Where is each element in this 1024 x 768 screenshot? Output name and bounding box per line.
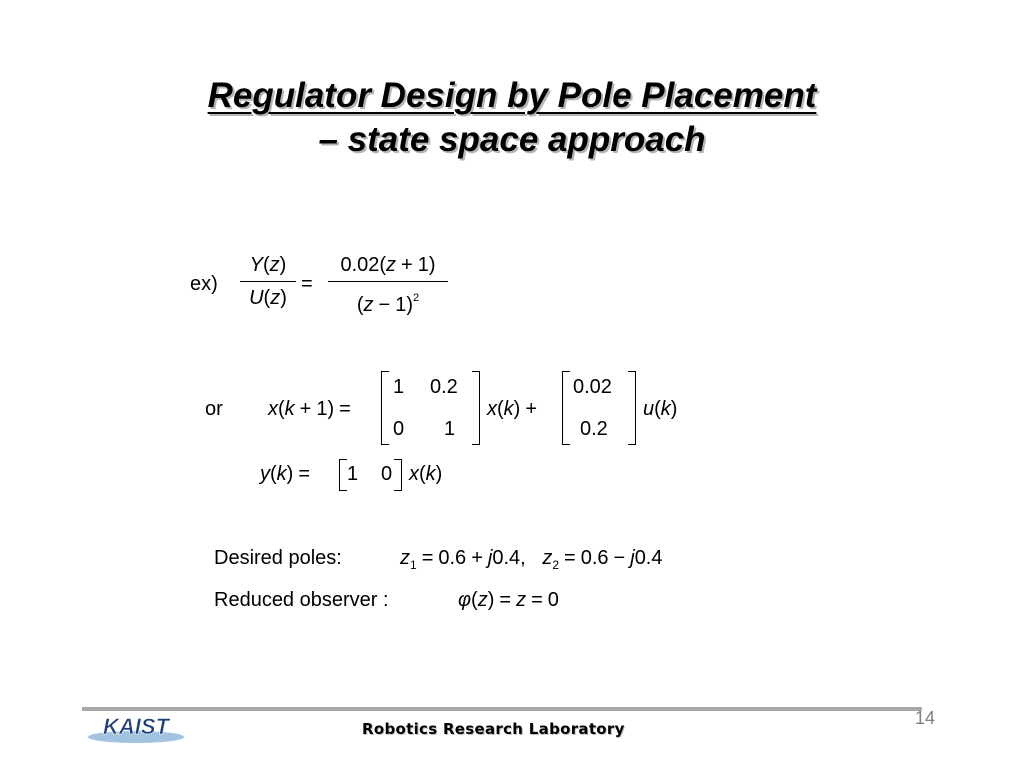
matrix-a-cell: 1 [393,376,405,398]
matrix-b-right-bracket [628,371,636,445]
matrix-b-cell: 0.2 [580,418,608,440]
matrix-b-cell: 0.02 [573,376,612,398]
matrix-a-left-bracket [381,371,389,445]
matrix-a-cell: 0.2 [430,376,458,398]
matrix-b-left-bracket [562,371,570,445]
svg-text:KAIST: KAIST [103,714,169,739]
matrix-a-right-bracket [472,371,480,445]
matrix-c-right-bracket [394,459,402,491]
tf-lhs-numerator: Y(z) [249,254,287,276]
tf-rhs-fraction [328,253,448,317]
matrix-c-cell: 1 [347,463,359,485]
output-eq-lhs: y(k) = [260,463,311,485]
page-number: 14 [914,708,935,728]
matrix-a-cell: 1 [444,418,456,440]
observer-expression: φ(z) = z = 0 [458,589,559,611]
state-eq-lhs: x(k + 1) = [268,398,351,420]
matrix-c-left-bracket [339,459,347,491]
tf-rhs-numerator: 0.02(z + 1) [340,254,436,276]
poles-label: Desired poles: [214,547,342,569]
kaist-logo [84,710,188,746]
tf-equals: = [301,273,313,295]
poles-expression: $z_1 = 0.6 + j0.4$, $z_2 = 0.6 - j0.4$ [400,547,663,572]
state-eq-x: x(k) + [487,398,538,420]
state-eq-label: or [205,398,223,420]
footer-rule [82,707,922,711]
tf-label: ex) [190,273,218,295]
lab-name: Robotics Research Laboratory [362,720,625,738]
title-line-1: Regulator Design by Pole Placement [207,76,817,115]
output-eq-x: x(k) [409,463,443,485]
tf-lhs-denominator: U(z) [249,287,287,309]
matrix-c-cell: 0 [381,463,393,485]
state-eq-u: u(k) [643,398,678,420]
observer-label: Reduced observer : [214,589,389,611]
tf-rhs-denominator: $(z - 1)^2$ [356,292,420,316]
title-line-2: – state space approach [318,120,706,159]
slide-title [0,74,1024,162]
matrix-a-cell: 0 [393,418,405,440]
tf-lhs-fraction [240,253,296,310]
